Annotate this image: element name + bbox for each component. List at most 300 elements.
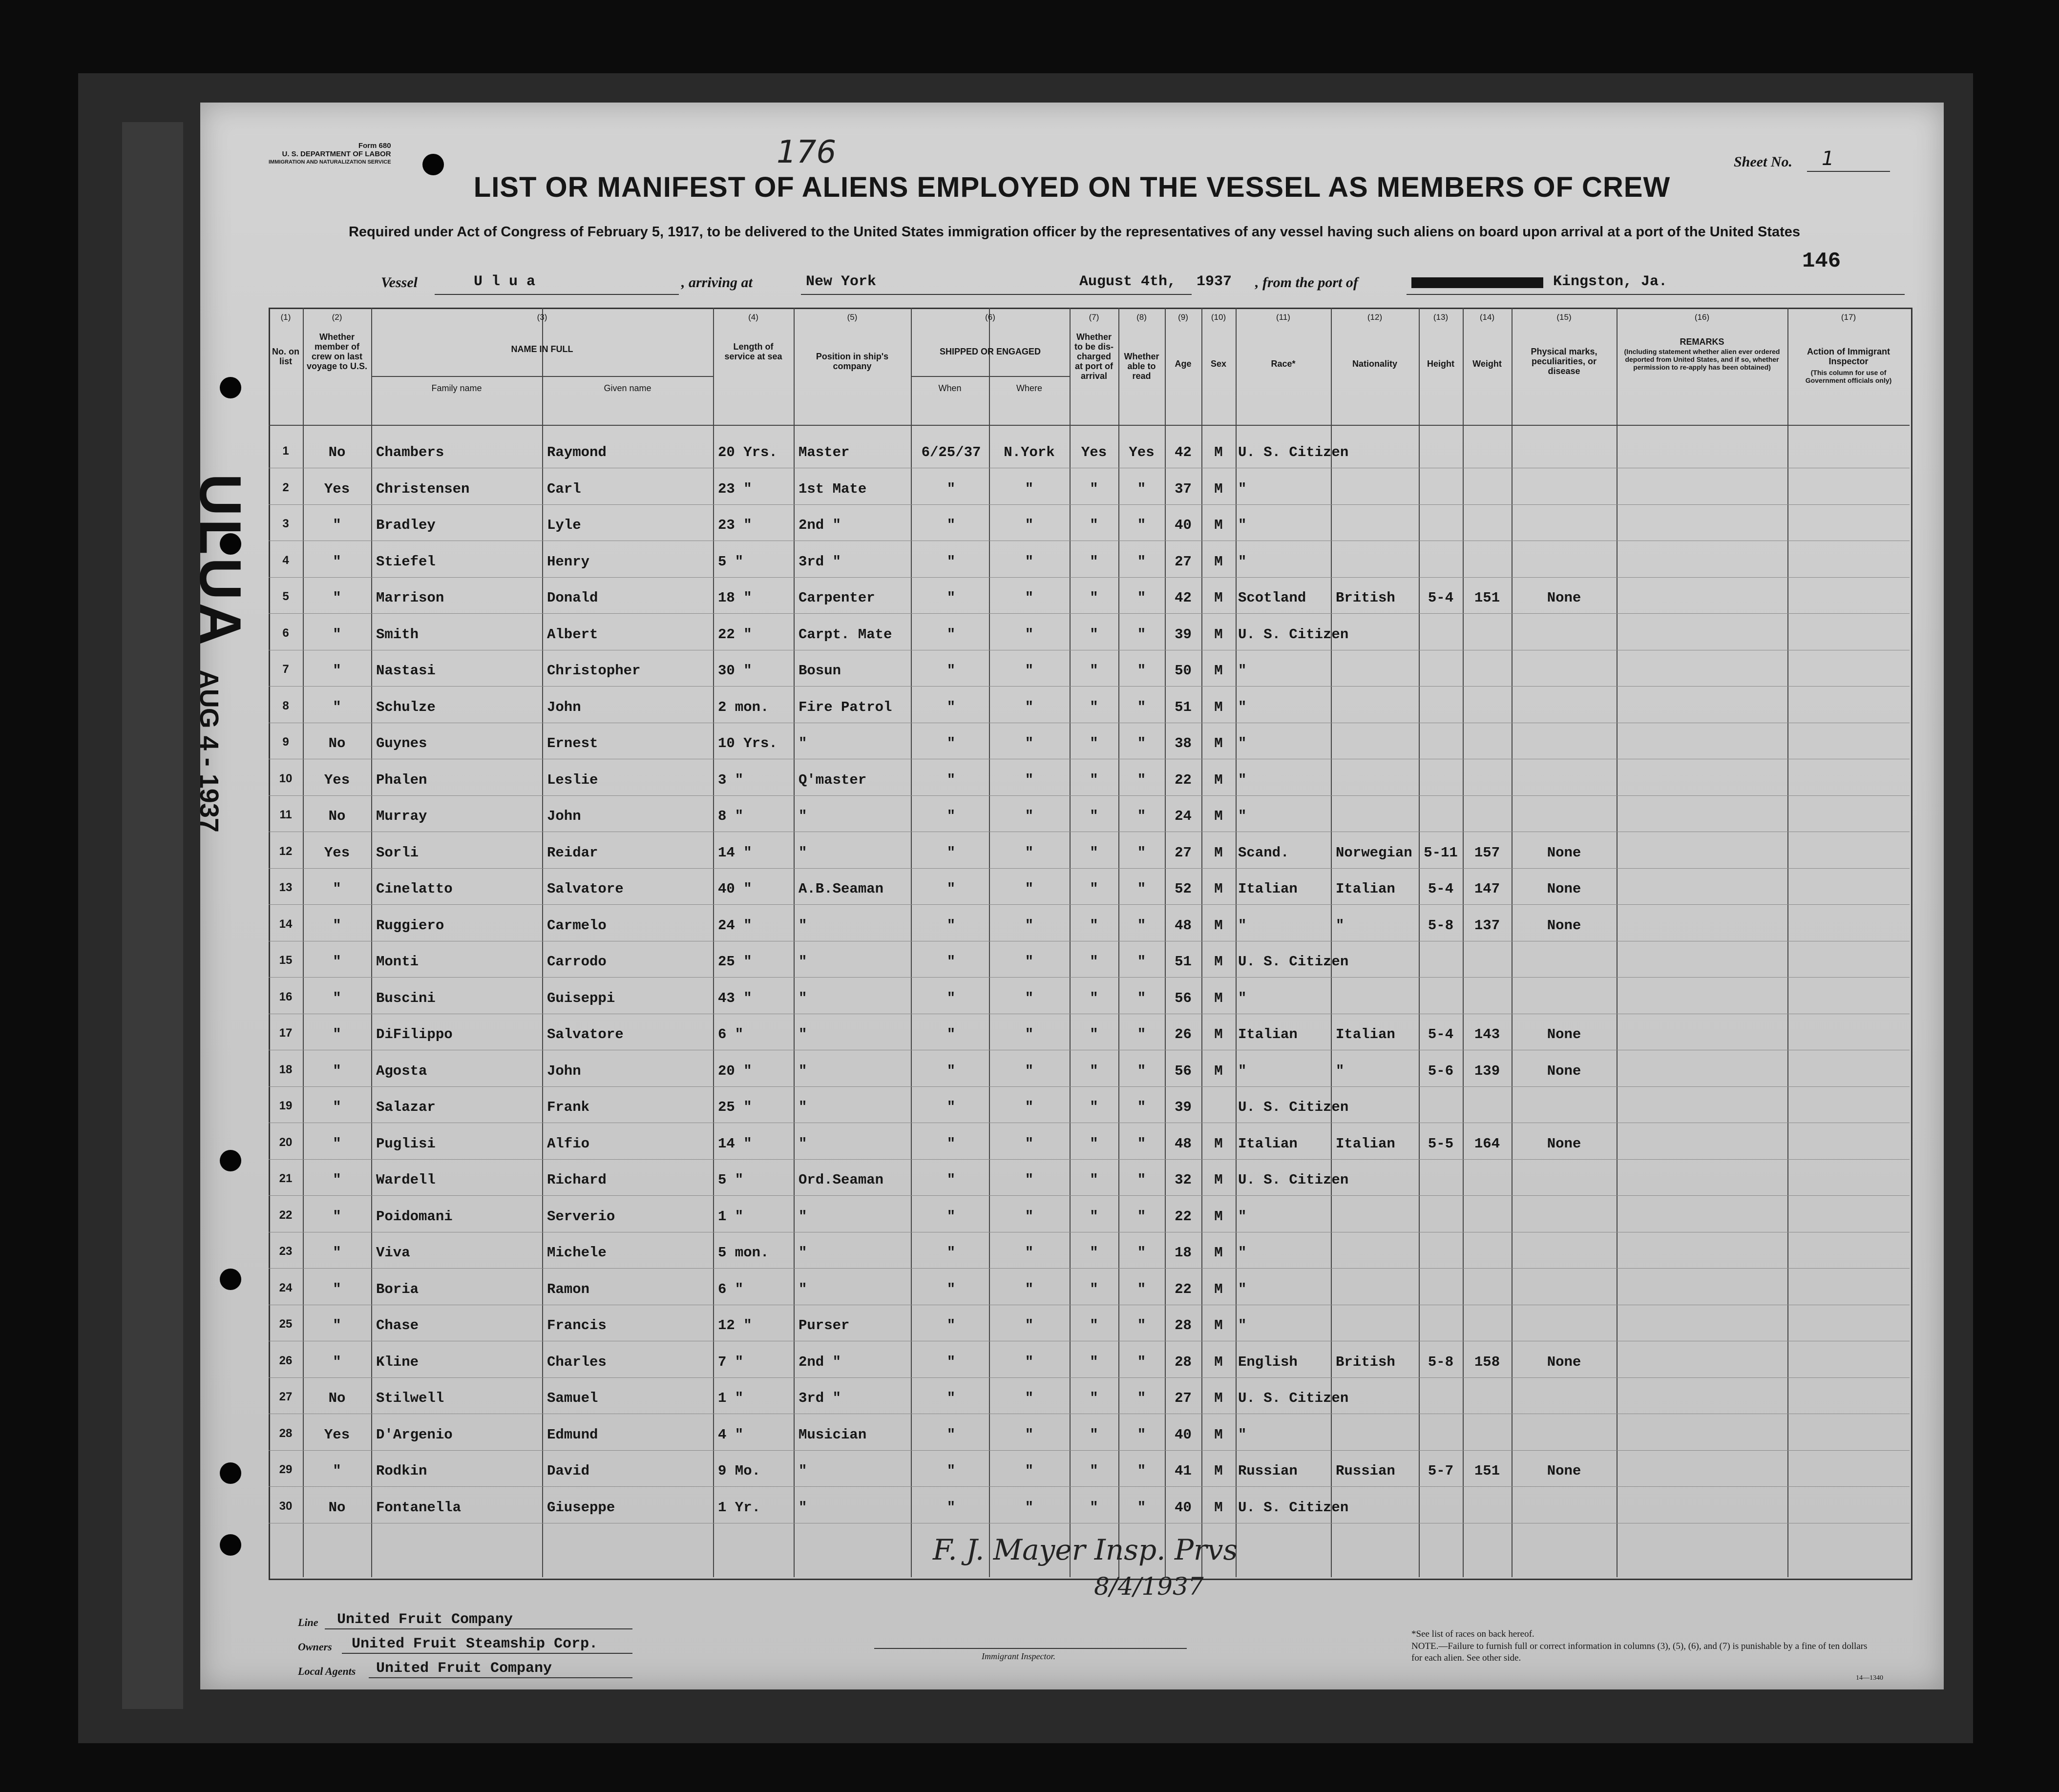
cell-position: " [798,954,807,970]
cell-no: 1 [282,444,289,458]
cell-when: " [946,480,956,497]
cell-height: 5-8 [1428,1354,1454,1370]
cell-age: 42 [1175,590,1192,606]
cell-nationality: " [1336,917,1345,934]
cell-height: 5-6 [1428,1063,1454,1079]
cell-when: " [946,1172,956,1188]
cell-given: Francis [547,1317,607,1334]
cell-read: Yes [1129,444,1155,460]
cell-no: 11 [279,808,292,821]
cell-sex: M [1214,553,1223,570]
cell-age: 40 [1175,517,1192,533]
cell-given: Charles [547,1354,607,1370]
cell-service: 20 " [718,1063,752,1079]
header-length-service: Length of service at sea [724,342,782,361]
cell-race: Scotland [1238,590,1306,606]
cell-when: " [946,954,956,970]
cell-last: " [333,553,341,570]
cell-last: " [333,954,341,970]
cell-family: Christensen [376,480,470,497]
col-num-3: (3) [537,313,547,322]
cell-race: " [1238,699,1247,715]
cell-nationality: Italian [1336,881,1395,897]
column-divider [1787,308,1788,1577]
cell-race: " [1238,1208,1247,1225]
row-rule [269,504,1910,505]
cell-discharged: " [1090,553,1098,570]
cell-service: 5 mon. [718,1245,769,1261]
cell-race: U. S. Citizen [1238,1499,1349,1516]
cell-last: " [333,517,341,533]
cell-sex: M [1214,1390,1223,1406]
cell-family: Guynes [376,735,427,751]
cell-physical: None [1547,1135,1581,1152]
cell-no: 15 [279,954,293,967]
cell-service: 10 Yrs. [718,735,777,751]
cell-age: 26 [1175,1026,1192,1042]
column-divider [794,308,795,1577]
header-divider [911,376,1070,377]
cell-given: Carrodo [547,954,607,970]
cell-sex: M [1214,808,1223,824]
cell-service: 9 Mo. [718,1463,761,1479]
cell-service: 3 " [718,771,744,788]
owners-value: United Fruit Steamship Corp. [352,1636,598,1652]
cell-given: David [547,1463,590,1479]
cell-race: English [1238,1354,1298,1370]
cell-last: " [333,1281,341,1297]
cell-position: 1st Mate [798,480,867,497]
cell-sex: M [1214,1281,1223,1297]
cell-family: Fontanella [376,1499,462,1516]
cell-family: Cinelatto [376,881,453,897]
cell-discharged: " [1090,808,1098,824]
cell-discharged: " [1090,1426,1098,1443]
cell-age: 22 [1175,1208,1192,1225]
cell-age: 28 [1175,1354,1192,1370]
side-stamp-date: AUG 4 - 1937 [194,669,224,833]
cell-no: 22 [279,1208,293,1222]
from-underline [1407,294,1905,295]
cell-no: 25 [279,1317,293,1331]
cell-service: 5 " [718,553,744,570]
cell-sex: M [1214,735,1223,751]
cell-when: " [946,735,956,751]
side-stamp-vessel: ULUA [188,474,253,648]
cell-family: Sorli [376,844,419,861]
cell-service: 25 " [718,1099,752,1115]
cell-where: " [1025,1135,1034,1152]
cell-when: " [946,1063,956,1079]
cell-family: Chambers [376,444,444,460]
cell-when: 6/25/37 [921,444,981,460]
cell-when: " [946,1281,956,1297]
cell-service: 7 " [718,1354,744,1370]
cell-when: " [946,1208,956,1225]
cell-read: " [1137,1499,1146,1516]
cell-sex: M [1214,517,1223,533]
cell-discharged: " [1090,1354,1098,1370]
cell-height: 5-4 [1428,590,1454,606]
cell-sex: M [1214,1354,1223,1370]
cell-last: No [328,444,346,460]
cell-family: Bradley [376,517,436,533]
cell-given: Salvatore [547,1026,624,1042]
row-rule [269,686,1910,687]
form-info [269,142,391,167]
cell-race: U. S. Citizen [1238,1390,1349,1406]
cell-no: 20 [279,1135,293,1149]
cell-discharged: " [1090,844,1098,861]
cell-when: " [946,1026,956,1042]
cell-service: 5 " [718,1172,744,1188]
header-divider [269,425,1910,426]
cell-race: Italian [1238,1135,1298,1152]
owners-underline [342,1653,632,1654]
cell-read: " [1137,735,1146,751]
row-rule [269,1377,1910,1378]
cell-sex: M [1214,590,1223,606]
cell-nationality: Italian [1336,1135,1395,1152]
inspector-label: Immigrant Inspector. [982,1651,1055,1661]
cell-no: 29 [279,1463,293,1476]
cell-last: " [333,990,341,1006]
col-num-4: (4) [748,313,758,322]
cell-where: " [1025,699,1034,715]
cell-service: 12 " [718,1317,752,1334]
cell-race: " [1238,1063,1247,1079]
cell-service: 23 " [718,517,752,533]
cell-race: " [1238,1426,1247,1443]
cell-last: Yes [324,1426,350,1443]
header-nationality: Nationality [1352,359,1397,369]
cell-given: Christopher [547,663,641,679]
cell-age: 38 [1175,735,1192,751]
cell-service: 20 Yrs. [718,444,777,460]
cell-nationality: " [1336,1063,1345,1079]
agents-value: United Fruit Company [376,1660,552,1677]
cell-position: A.B.Seaman [798,881,884,897]
cell-last: " [333,1245,341,1261]
cell-given: Ramon [547,1281,590,1297]
form-line-department: U. S. DEPARTMENT OF LABOR [282,150,391,158]
header-action-note: (This column for use of Government officials only) [1805,369,1892,384]
cell-discharged: " [1090,699,1098,715]
header-able-read: Whether able to read [1124,352,1159,381]
cell-age: 32 [1175,1172,1192,1188]
cell-no: 23 [279,1245,293,1258]
row-rule [269,1086,1910,1087]
cell-nationality: Italian [1336,1026,1395,1042]
cell-family: Kline [376,1354,419,1370]
cell-discharged: " [1090,590,1098,606]
cell-race: Italian [1238,881,1298,897]
cell-position: Ord.Seaman [798,1172,884,1188]
cell-discharged: " [1090,1172,1098,1188]
cell-position: Carpt. Mate [798,626,892,643]
cell-where: " [1025,1281,1034,1297]
cell-family: Puglisi [376,1135,436,1152]
page-subtitle: Required under Act of Congress of February 5, 1917, to be delivered to the United States immigration officer by the representatives of any vessel having such aliens on board upon arrival at a port of the United States [348,224,1801,240]
cell-given: Carmelo [547,917,607,934]
cell-service: 22 " [718,626,752,643]
cell-sex: M [1214,1135,1223,1152]
cell-where: " [1025,954,1034,970]
column-divider [371,308,372,1577]
cell-age: 48 [1175,917,1192,934]
cell-where: " [1025,517,1034,533]
cell-where: " [1025,1499,1034,1516]
cell-position: " [798,1208,807,1225]
cell-weight: 164 [1474,1135,1500,1152]
header-height: Height [1427,359,1454,369]
cell-age: 56 [1175,1063,1192,1079]
cell-family: Poidomani [376,1208,453,1225]
date-underline [1070,294,1192,295]
cell-last: Yes [324,771,350,788]
cell-position: " [798,990,807,1006]
cell-last: " [333,1099,341,1115]
cell-last: Yes [324,844,350,861]
cell-last: " [333,881,341,897]
cell-position: 2nd " [798,1354,841,1370]
cell-last: " [333,1026,341,1042]
cell-last: " [333,626,341,643]
cell-read: " [1137,626,1146,643]
cell-service: 1 " [718,1390,744,1406]
header-last-voyage: Whether member of crew on last voyage to U.S. [306,332,368,371]
cell-position: " [798,844,807,861]
cell-service: 1 Yr. [718,1499,761,1516]
cell-sex: M [1214,1317,1223,1334]
cell-given: Henry [547,553,590,570]
cell-read: " [1137,1245,1146,1261]
cell-no: 8 [282,699,289,712]
cell-position: " [798,1135,807,1152]
cell-height: 5-4 [1428,881,1454,897]
signature-date: 8/4/1937 [1094,1572,1204,1601]
cell-given: Alfio [547,1135,590,1152]
header-remarks-note: (Including statement whether alien ever ordered deported from United States, and if so, whether permission to re-apply has been obtained) [1624,348,1780,371]
cell-read: " [1137,844,1146,861]
cell-read: " [1137,1281,1146,1297]
header-action: Action of Immigrant Inspector [1807,347,1890,366]
cell-no: 12 [279,844,293,858]
cell-no: 30 [279,1499,293,1513]
binder-hole [220,1269,241,1290]
cell-family: Rodkin [376,1463,427,1479]
cell-family: Nastasi [376,663,436,679]
column-divider [1236,308,1237,1577]
column-divider [911,308,912,1577]
cell-given: Albert [547,626,598,643]
cell-read: " [1137,881,1146,897]
col-num-15: (15) [1556,313,1572,322]
header-age: Age [1175,359,1192,369]
cell-service: 40 " [718,881,752,897]
agents-underline [369,1677,632,1678]
cell-discharged: " [1090,1499,1098,1516]
col-num-8: (8) [1136,313,1147,322]
cell-where: " [1025,1208,1034,1225]
cell-read: " [1137,1135,1146,1152]
cell-position: " [798,1245,807,1261]
cell-last: " [333,699,341,715]
cell-age: 42 [1175,444,1192,460]
cell-read: " [1137,1426,1146,1443]
header-weight: Weight [1472,359,1502,369]
cell-where: " [1025,1354,1034,1370]
cell-position: " [798,808,807,824]
cell-when: " [946,917,956,934]
cell-position: Q'master [798,771,867,788]
cell-nationality: Norwegian [1336,844,1412,861]
column-divider [542,308,543,1577]
cell-given: Raymond [547,444,607,460]
cell-family: Ruggiero [376,917,444,934]
cell-given: Serverio [547,1208,615,1225]
cell-when: " [946,626,956,643]
cell-race: U. S. Citizen [1238,1172,1349,1188]
cell-family: Wardell [376,1172,436,1188]
cell-family: Buscini [376,990,436,1006]
redaction-bar [1411,277,1543,288]
manifest-number: 146 [1802,249,1841,273]
cell-age: 56 [1175,990,1192,1006]
cell-where: " [1025,590,1034,606]
row-rule [269,613,1910,614]
inspector-line [874,1648,1187,1649]
col-num-10: (10) [1211,313,1226,322]
cell-read: " [1137,917,1146,934]
col-num-6: (6) [985,313,995,322]
cell-physical: None [1547,1354,1581,1370]
cell-race: " [1238,553,1247,570]
col-num-14: (14) [1479,313,1495,322]
cell-discharged: " [1090,1390,1098,1406]
cell-weight: 147 [1474,881,1500,897]
cell-given: Edmund [547,1426,598,1443]
cell-sex: M [1214,444,1223,460]
cell-when: " [946,1099,956,1115]
cell-race: " [1238,663,1247,679]
cell-age: 22 [1175,771,1192,788]
cell-where: " [1025,1426,1034,1443]
cell-read: " [1137,1463,1146,1479]
cell-last: " [333,1354,341,1370]
cell-when: " [946,844,956,861]
cell-service: 6 " [718,1281,744,1297]
arrival-year: 1937 [1197,273,1232,290]
cell-sex: M [1214,1426,1223,1443]
cell-weight: 158 [1474,1354,1500,1370]
arriving-underline [801,294,1104,295]
cell-no: 18 [279,1063,293,1076]
column-divider [1512,308,1513,1577]
arriving-label: , arriving at [681,274,753,291]
cell-discharged: " [1090,517,1098,533]
cell-when: " [946,771,956,788]
cell-given: Richard [547,1172,607,1188]
row-rule [269,977,1910,978]
cell-age: 48 [1175,1135,1192,1152]
cell-race: U. S. Citizen [1238,1099,1349,1115]
cell-weight: 139 [1474,1063,1500,1079]
cell-given: Leslie [547,771,598,788]
row-rule [269,868,1910,869]
cell-no: 13 [279,881,293,894]
cell-read: " [1137,1099,1146,1115]
cell-given: Lyle [547,517,581,533]
cell-last: No [328,808,346,824]
cell-height: 5-8 [1428,917,1454,934]
cell-discharged: " [1090,626,1098,643]
cell-given: Carl [547,480,581,497]
cell-when: " [946,1463,956,1479]
row-rule [269,904,1910,905]
cell-read: " [1137,1026,1146,1042]
cell-family: Phalen [376,771,427,788]
cell-service: 14 " [718,1135,752,1152]
cell-age: 51 [1175,699,1192,715]
cell-position: " [798,735,807,751]
cell-position: Purser [798,1317,850,1334]
cell-race: U. S. Citizen [1238,444,1349,460]
cell-when: " [946,1354,956,1370]
cell-service: 24 " [718,917,752,934]
cell-position: Carpenter [798,590,875,606]
cell-age: 27 [1175,844,1192,861]
cell-read: " [1137,990,1146,1006]
cell-sex: M [1214,1463,1223,1479]
cell-nationality: British [1336,590,1395,606]
column-divider [1463,308,1464,1577]
cell-given: Samuel [547,1390,598,1406]
side-stamp [187,474,254,833]
row-rule [269,1159,1910,1160]
cell-weight: 157 [1474,844,1500,861]
cell-where: " [1025,808,1034,824]
cell-nationality: British [1336,1354,1395,1370]
cell-position: Master [798,444,850,460]
row-rule [269,1268,1910,1269]
cell-position: Bosun [798,663,841,679]
cell-read: " [1137,954,1146,970]
note-penalty: NOTE.—Failure to furnish full or correct information in columns (3), (5), (6), and (7) is punishable by a fine of ten dollars for each alien. See other side. [1411,1641,1868,1663]
cell-discharged: " [1090,771,1098,788]
sheet-number: 1 [1822,147,1834,170]
vessel-label: Vessel [381,274,418,291]
col-num-7: (7) [1089,313,1099,322]
cell-service: 4 " [718,1426,744,1443]
cell-where: " [1025,735,1034,751]
col-num-12: (12) [1367,313,1383,322]
cell-sex: M [1214,1245,1223,1261]
cell-no: 2 [282,480,289,494]
binder-strip [122,122,183,1709]
cell-given: John [547,808,581,824]
cell-no: 19 [279,1099,293,1112]
column-divider [1118,308,1119,1577]
cell-given: Reidar [547,844,598,861]
cell-discharged: " [1090,990,1098,1006]
cell-given: John [547,1063,581,1079]
column-divider [1070,308,1071,1577]
agents-label: Local Agents [298,1665,356,1677]
cell-when: " [946,590,956,606]
header-physical: Physical marks, peculiarities, or disease [1531,347,1597,376]
cell-age: 39 [1175,626,1192,643]
